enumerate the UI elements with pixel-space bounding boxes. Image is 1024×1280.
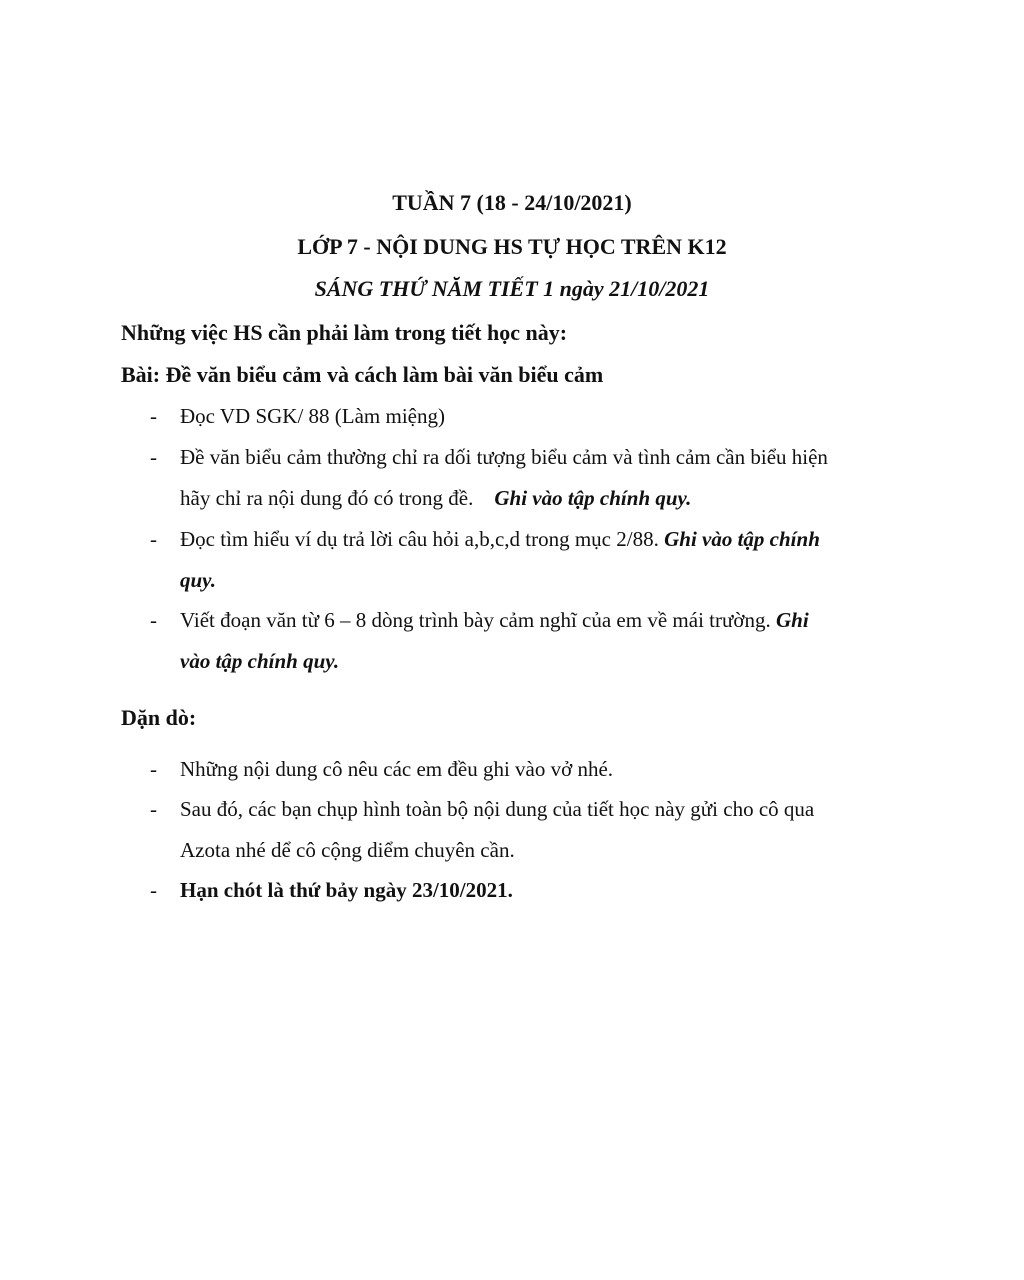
bullet-dash: - <box>150 797 157 821</box>
task-text: Viết đoạn văn từ 6 – 8 dòng trình bày cảm nghĩ của em về mái trường. <box>180 608 771 632</box>
class-title: LỚP 7 - NỘI DUNG HS TỰ HỌC TRÊN K12 <box>297 234 727 259</box>
bullet-dash: - <box>150 608 157 632</box>
bullet-dash: - <box>150 757 157 781</box>
reminder-text: Sau đó, các bạn chụp hình toàn bộ nội dung của tiết học này gửi cho cô qua <box>180 797 815 821</box>
reminder-item-3 <box>0 878 1024 918</box>
reminder-item-2-continuation: Azota nhé dể cô cộng diểm chuyên cần. <box>180 838 515 862</box>
reminder-heading: Dặn dò: <box>121 705 197 730</box>
task-item-4 <box>0 608 1024 648</box>
task-text: Đề văn biểu cảm thường chỉ ra dối tượng biểu cảm và tình cảm cần biểu hiện <box>180 445 828 469</box>
session-title: SÁNG THỨ NĂM TIẾT 1 ngày 21/10/2021 <box>314 276 710 301</box>
bullet-dash: - <box>150 445 157 469</box>
reminder-text: Những nội dung cô nêu các em đều ghi vào vở nhé. <box>180 757 614 781</box>
task-note: Ghi vào tập chính quy. <box>494 486 692 510</box>
task-item-3-continuation <box>180 568 216 593</box>
bullet-dash: - <box>150 878 157 902</box>
task-note: Ghi vào tập chính <box>664 527 820 551</box>
lesson-title: Bài: Đề văn biểu cảm và cách làm bài văn biểu cảm <box>121 362 604 387</box>
task-note: quy. <box>180 568 216 592</box>
task-note: vào tập chính quy. <box>180 649 340 673</box>
reminder-item-1 <box>0 757 1024 797</box>
week-title: TUẦN 7 (18 - 24/10/2021) <box>392 190 632 215</box>
task-note: Ghi <box>775 608 809 632</box>
task-item-2 <box>0 445 1024 485</box>
deadline-text: Hạn chót là thứ bảy ngày 23/10/2021. <box>180 878 513 902</box>
bullet-dash: - <box>150 527 157 551</box>
task-item-3 <box>0 527 1024 567</box>
task-item-1 <box>0 404 1024 444</box>
task-text: hãy chỉ ra nội dung đó có trong đề. <box>180 486 474 510</box>
task-item-4-continuation <box>180 649 339 674</box>
bullet-dash: - <box>150 404 157 428</box>
task-text: Đọc VD SGK/ 88 (Làm miệng) <box>180 404 445 428</box>
tasks-heading: Những việc HS cần phải làm trong tiết học này: <box>121 320 568 345</box>
reminder-item-2 <box>0 797 1024 837</box>
task-text: Đọc tìm hiểu ví dụ trả lời câu hỏi a,b,c,d trong mục 2/88. <box>180 527 659 551</box>
task-item-2-continuation <box>180 486 691 511</box>
